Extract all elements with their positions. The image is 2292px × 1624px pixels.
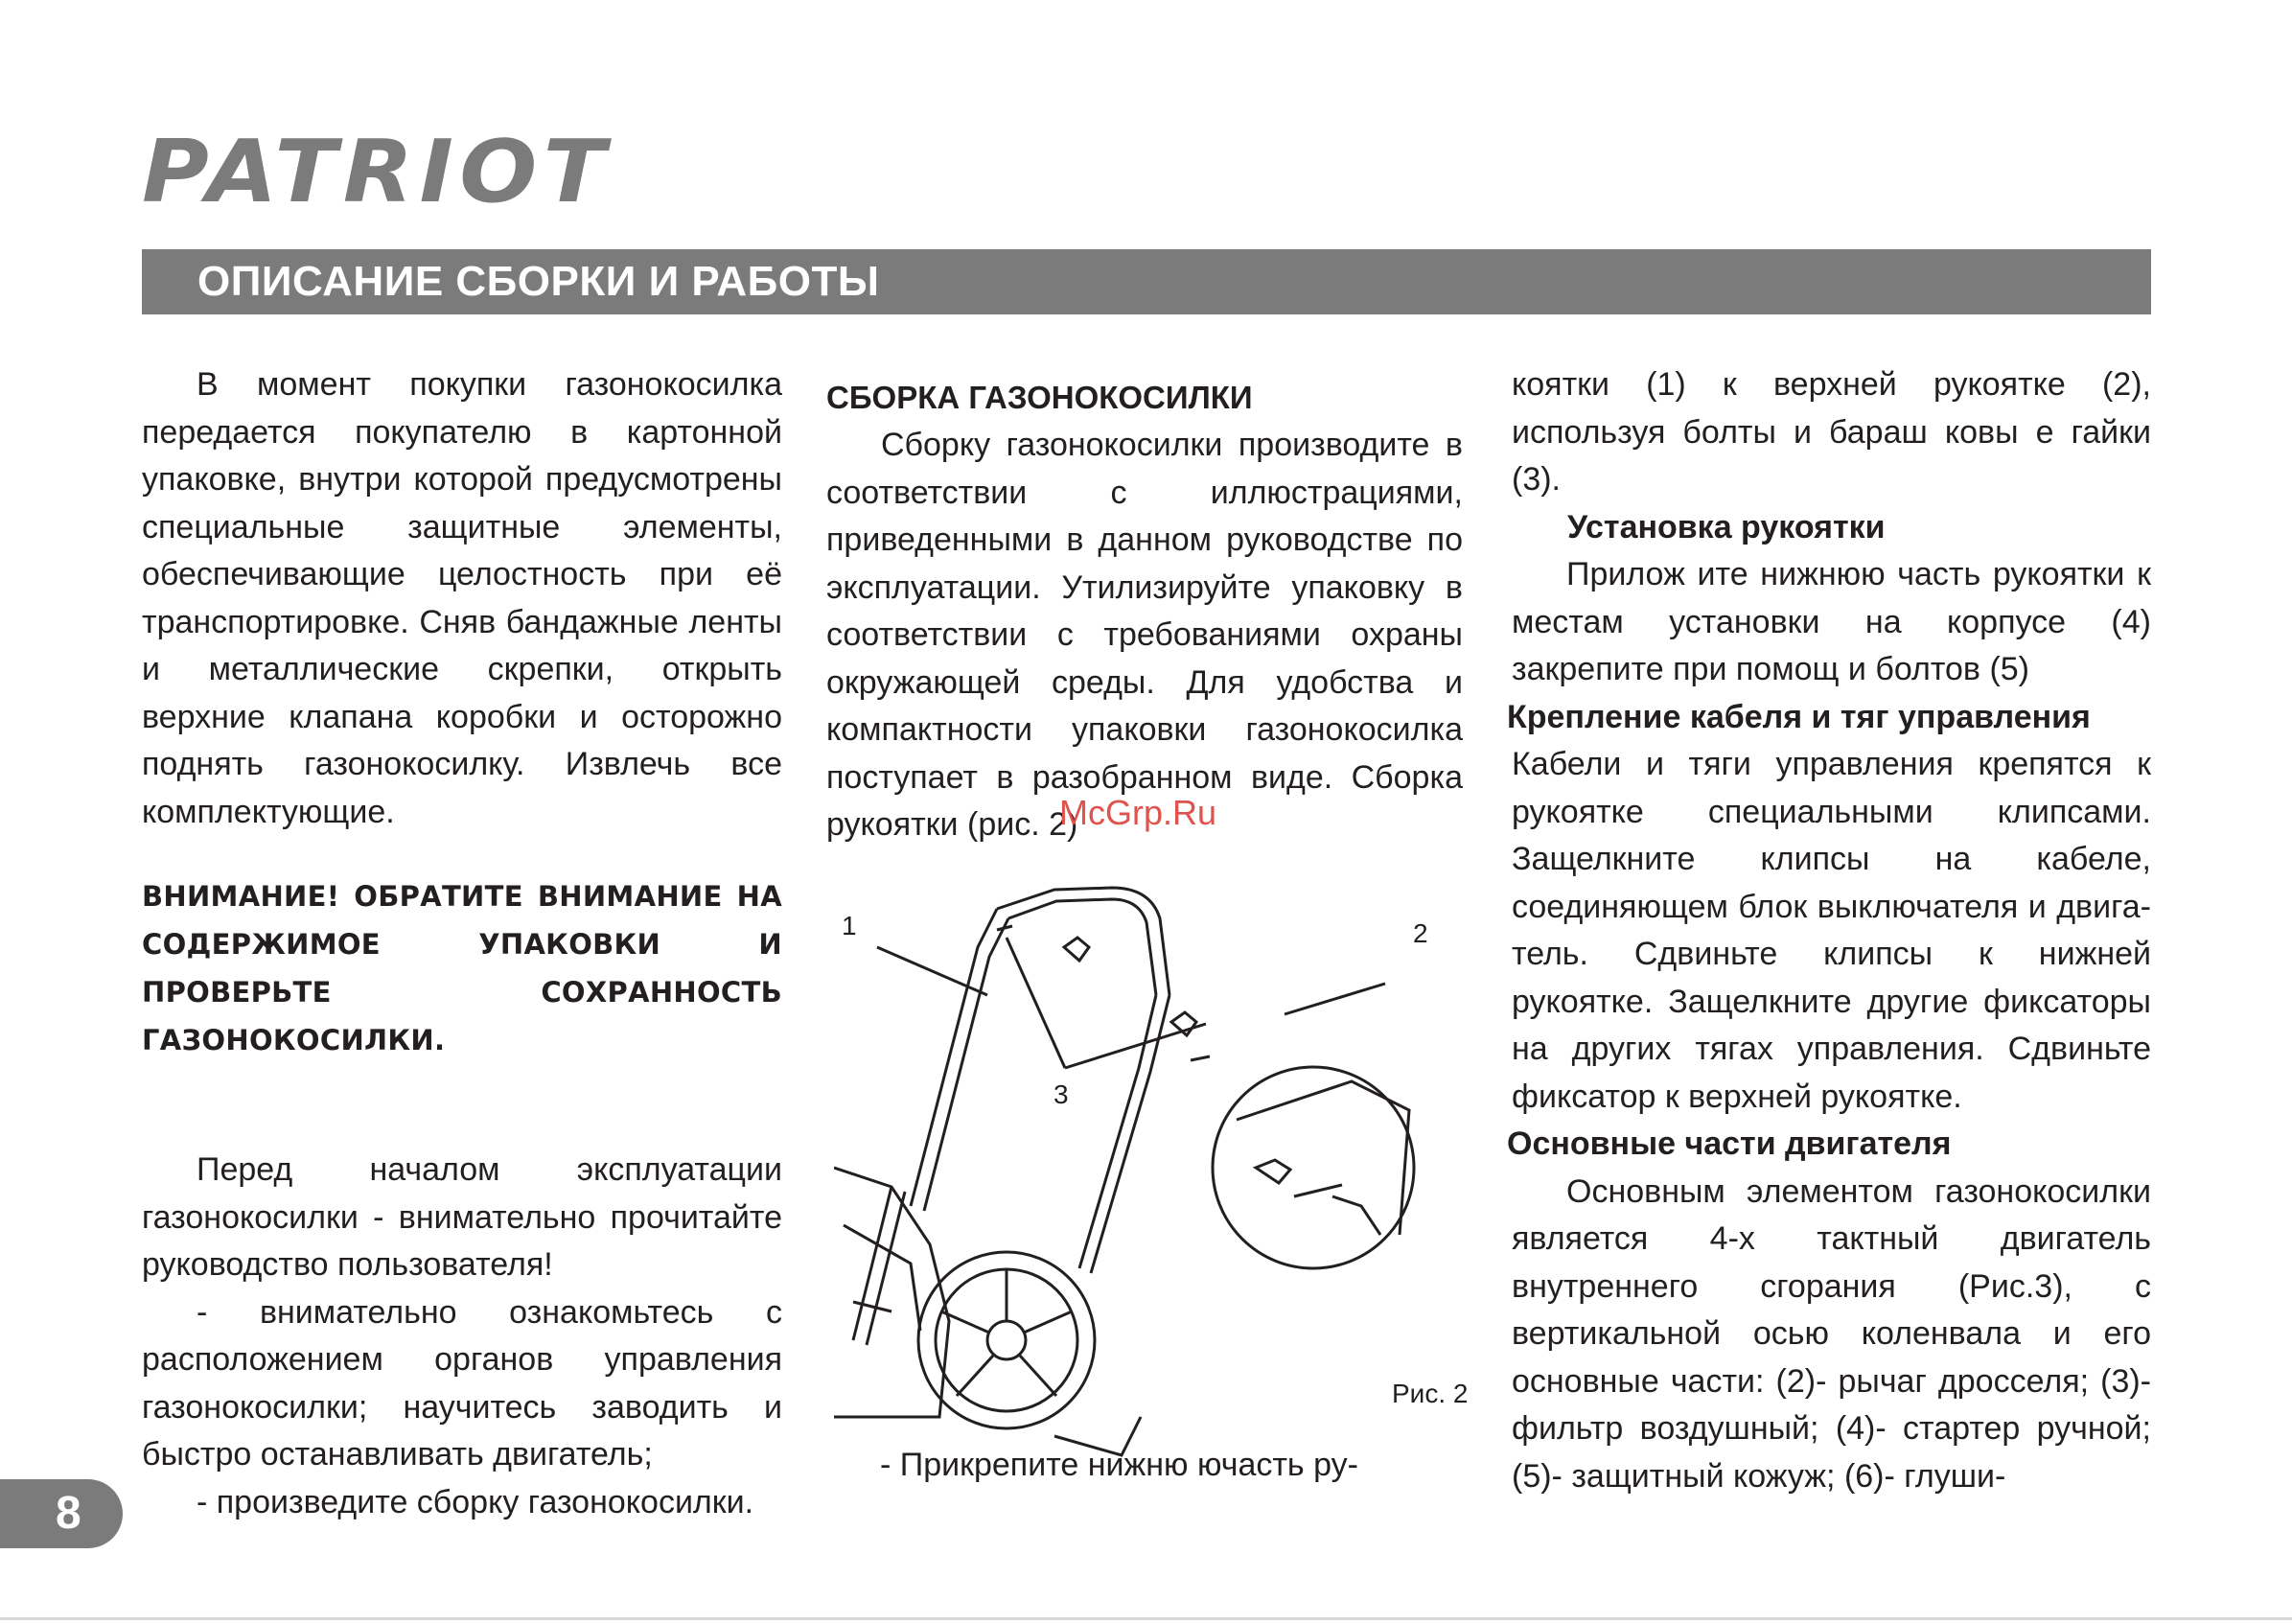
figure-lines bbox=[834, 888, 1414, 1455]
before-use-paragraph: Перед началом эксплуатации газонокосилки - внимательно прочитайте руководство пользователя! bbox=[142, 1151, 782, 1283]
section-header-bar bbox=[142, 249, 2151, 314]
cable-heading: Крепление кабеля и тяг управления bbox=[1507, 698, 2091, 735]
controls-paragraph: - внимательно ознакомьтесь с расположением органов управления газонокосилки; научитесь заводить и быстро останавливать двигатель; bbox=[142, 1293, 782, 1473]
figure-label-3: 3 bbox=[1053, 1079, 1069, 1109]
column-middle bbox=[826, 374, 1463, 849]
handle-install-text: Прилож ите нижнюю часть рукоятки к местам установки на корпусе (4) закрепите при помощ и болтов (5) bbox=[1512, 556, 2151, 687]
figure-caption: Рис. 2 bbox=[1392, 1379, 1469, 1408]
assembly-heading: СБОРКА ГАЗОНОКОСИЛКИ bbox=[826, 380, 1253, 415]
column-left bbox=[142, 361, 782, 1526]
handle-assembly-figure bbox=[834, 880, 1476, 1467]
bottom-rule bbox=[0, 1617, 2292, 1620]
column-right bbox=[1507, 361, 2151, 1500]
handle-continuation: коятки (1) к верхней рукоятке (2), используя болты и бараш ковы е гайки (3). bbox=[1512, 366, 2151, 498]
section-title: ОПИСАНИЕ СБОРКИ И РАБОТЫ bbox=[197, 258, 880, 305]
cable-text: Кабели и тяги управления крепятся к рукоятке специальными клипсами. Защелкните клипсы на кабеле, соединяющем блок выключателя и двига-тель. Сдвиньте клипсы к нижней рукоятке. Защелкните другие фиксаторы на других тягах управления. Сдвиньте фиксатор к верхней рукоятке. bbox=[1512, 746, 2151, 1115]
intro-paragraph: В момент покупки газонокосилка передается покупателю в картонной упаковке, внутри которой предусмотрены специальные защитные элементы, обеспечивающие целостность при её транспортировке. Сняв бандажные ленты и металлические скрепки, открыть верхние клапана коробки и осторожно поднять газонокосилку. Извлечь все комплектующие. bbox=[142, 366, 782, 830]
patriot-logo bbox=[142, 132, 621, 209]
figure-label-2: 2 bbox=[1413, 918, 1428, 948]
assembly-paragraph: - произведите сборку газонокосилки. bbox=[197, 1483, 754, 1520]
figure-label-1: 1 bbox=[842, 911, 857, 940]
page-number: 8 bbox=[56, 1488, 81, 1539]
logo-text: PATRIOT bbox=[142, 132, 613, 209]
watermark-text: McGrp.Ru bbox=[1059, 793, 1217, 832]
engine-parts-heading: Основные части двигателя bbox=[1507, 1125, 1952, 1162]
warning-text: ВНИМАНИЕ! ОБРАТИТЕ ВНИМАНИЕ НА СОДЕРЖИМОЕ УПАКОВКИ И ПРОВЕРЬТЕ СОХРАННОСТЬ ГАЗОНОКОСИЛКИ. bbox=[142, 880, 782, 1056]
handle-install-heading: Установка рукоятки bbox=[1567, 508, 1886, 545]
page-number-tab bbox=[0, 1479, 123, 1548]
assembly-text: Сборку газонокосилки производите в соответствии с иллюстрациями, приведенными в данном руководстве по эксплуатации. Утилизируйте упаковку в соответствии с требованиями охраны окружающей среды. Для удобства и компактности упаковки газонокосилка поступает в разобранном виде. Сборка рукоятки (рис. 2) bbox=[826, 427, 1463, 843]
attach-handle-text: - Прикрепите нижню ючасть ру- bbox=[880, 1447, 1358, 1483]
engine-parts-text: Основным элементом газонокосилки является 4-х тактный двигатель внутреннего сгорания (Рис.3), с вертикальной осью коленвала и его основные части: (2)- рычаг дросселя; (3)- фильтр воздушный; (4)- стартер ручной; (5)- защитный кожуж; (6)- глуши- bbox=[1512, 1172, 2151, 1495]
